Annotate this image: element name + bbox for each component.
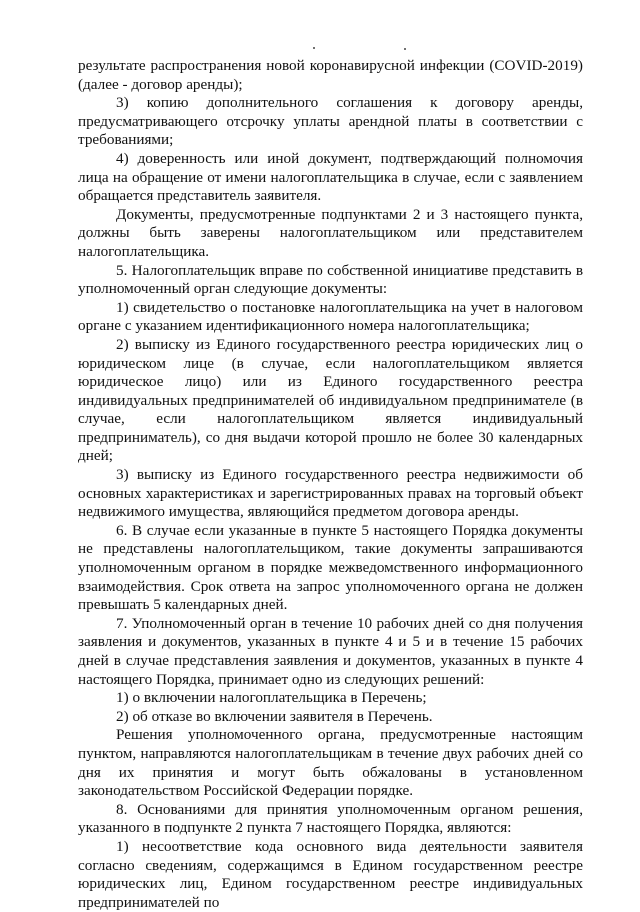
paragraph: 8. Основаниями для принятия уполномоченным органом решения, указанного в подпункте 2 пункта 7 настоящего Порядка, являются: xyxy=(78,800,583,837)
paragraph: 6. В случае если указанные в пункте 5 настоящего Порядка документы не представлены налогоплательщиком, такие документы запрашиваются уполномоченным органом в порядке межведомственного информационного взаимодействия. Срок ответа на запрос уполномоченного органа не должен превышать 5 календарных дней. xyxy=(78,521,583,614)
paragraph: 1) несоответствие кода основного вида деятельности заявителя согласно сведениям, содержащимся в Едином государственном реестре юридических лиц, Едином государственном реестре индивидуальных предпринимателей по xyxy=(78,837,583,911)
paragraph: 5. Налогоплательщик вправе по собственной инициативе представить в уполномоченный орган следующие документы: xyxy=(78,261,583,298)
paragraph: 4) доверенность или иной документ, подтверждающий полномочия лица на обращение от имени налогоплательщика в случае, если с заявлением обращается представитель заявителя. xyxy=(78,149,583,205)
paragraph: 1) свидетельство о постановке налогоплательщика на учет в налоговом органе с указанием идентификационного номера налогоплательщика; xyxy=(78,298,583,335)
paragraph: 1) о включении налогоплательщика в Перечень; xyxy=(116,689,427,707)
document-body xyxy=(78,57,583,912)
paragraph: 7. Уполномоченный орган в течение 10 рабочих дней со дня получения заявления и документов, указанных в пункте 4 и 5 и в течение 15 рабочих дней в случае представления заявления и документов, указанных в пункте 4 настоящего Порядка, принимает одно из следующих решений: xyxy=(78,614,583,688)
paragraph: Решения уполномоченного органа, предусмотренные настоящим пунктом, направляются налогоплательщикам в течение двух рабочих дней со дня их принятия и могут быть обжалованы в установленном законодательством Российской Федерации порядке. xyxy=(78,726,583,800)
paragraph: 2) об отказе во включении заявителя в Перечень. xyxy=(116,707,433,725)
paragraph: 3) копию дополнительного соглашения к договору аренды, предусматривающего отсрочку уплаты арендной платы в соответствии с требованиями; xyxy=(78,94,583,149)
paragraph: результате распространения новой коронавирусной инфекции (COVID-2019) (далее - договор аренды); xyxy=(78,57,583,93)
paragraph: 2) выписку из Единого государственного реестра юридических лиц о юридическом лице (в случае, если налогоплательщиком является юридическое лицо) или из Единого государственного реестра индивидуальных предпринимателей об индивидуальном предпринимателе (в случае, если налогоплательщиком является индивидуальный предприниматель), со дня выдачи которой прошло не более 30 календарных дней; xyxy=(78,335,583,465)
scan-speck xyxy=(313,47,315,49)
scan-speck xyxy=(404,48,406,50)
paragraph: Документы, предусмотренные подпунктами 2 и 3 настоящего пункта, должны быть заверены налогоплательщиком или представителем налогоплательщика. xyxy=(78,205,583,260)
paragraph: 3) выписку из Единого государственного реестра недвижимости об основных характеристиках и зарегистрированных правах на торговый объект недвижимого имущества, являющийся предметом договора аренды. xyxy=(78,466,583,521)
